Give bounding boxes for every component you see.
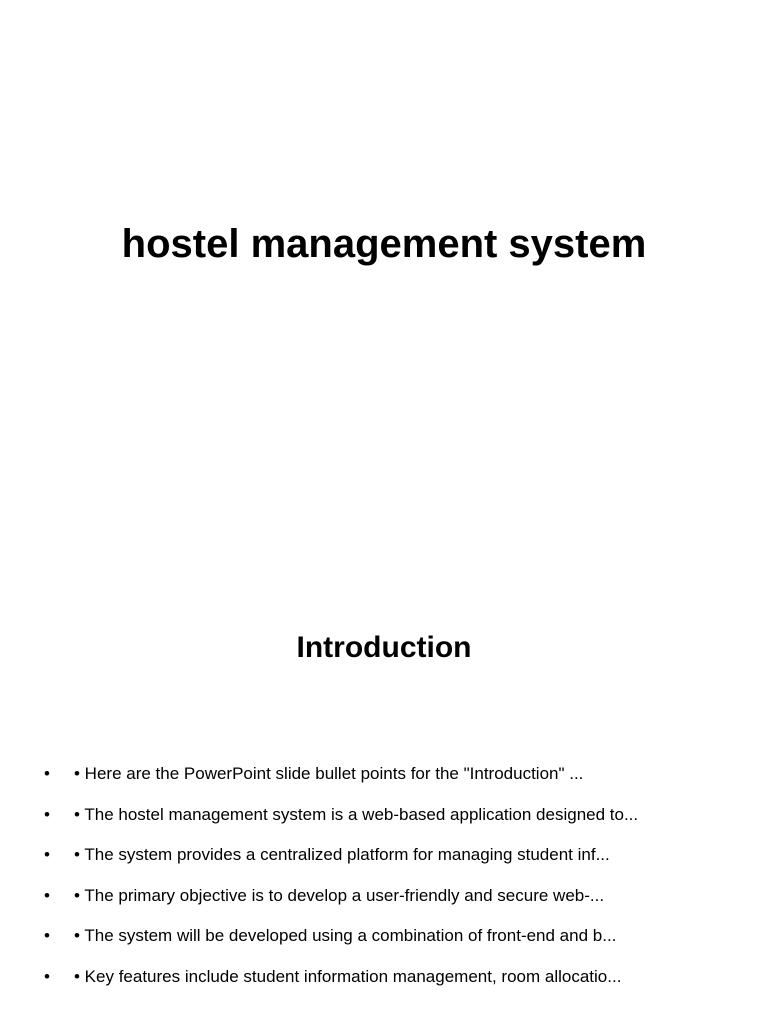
introduction-slide	[0, 512, 768, 1024]
bullet-text: • Key features include student information management, room allocatio...	[74, 966, 622, 986]
bullet-item	[0, 762, 768, 803]
bullet-icon: •	[44, 764, 50, 783]
bullet-item	[0, 843, 768, 884]
slide-heading: Introduction	[296, 631, 472, 664]
bullet-icon: •	[44, 966, 50, 986]
bullet-icon: •	[44, 845, 50, 864]
bullet-text: • The system provides a centralized platform for managing student inf...	[74, 845, 610, 864]
bullet-icon: •	[44, 804, 50, 824]
slide-title: hostel management system	[121, 222, 647, 266]
bullet-text: • The system will be developed using a combination of front-end and b...	[74, 926, 617, 945]
bullet-item	[0, 884, 768, 925]
bullet-list	[0, 762, 768, 1005]
bullet-text: • Here are the PowerPoint slide bullet points for the "Introduction" ...	[74, 764, 584, 783]
bullet-icon: •	[44, 926, 50, 945]
bullet-icon: •	[44, 885, 50, 905]
bullet-item	[0, 924, 768, 965]
bullet-item	[0, 803, 768, 844]
bullet-text: • The primary objective is to develop a user-friendly and secure web-...	[74, 885, 605, 905]
bullet-item	[0, 965, 768, 1006]
bullet-text: • The hostel management system is a web-based application designed to...	[74, 804, 639, 824]
